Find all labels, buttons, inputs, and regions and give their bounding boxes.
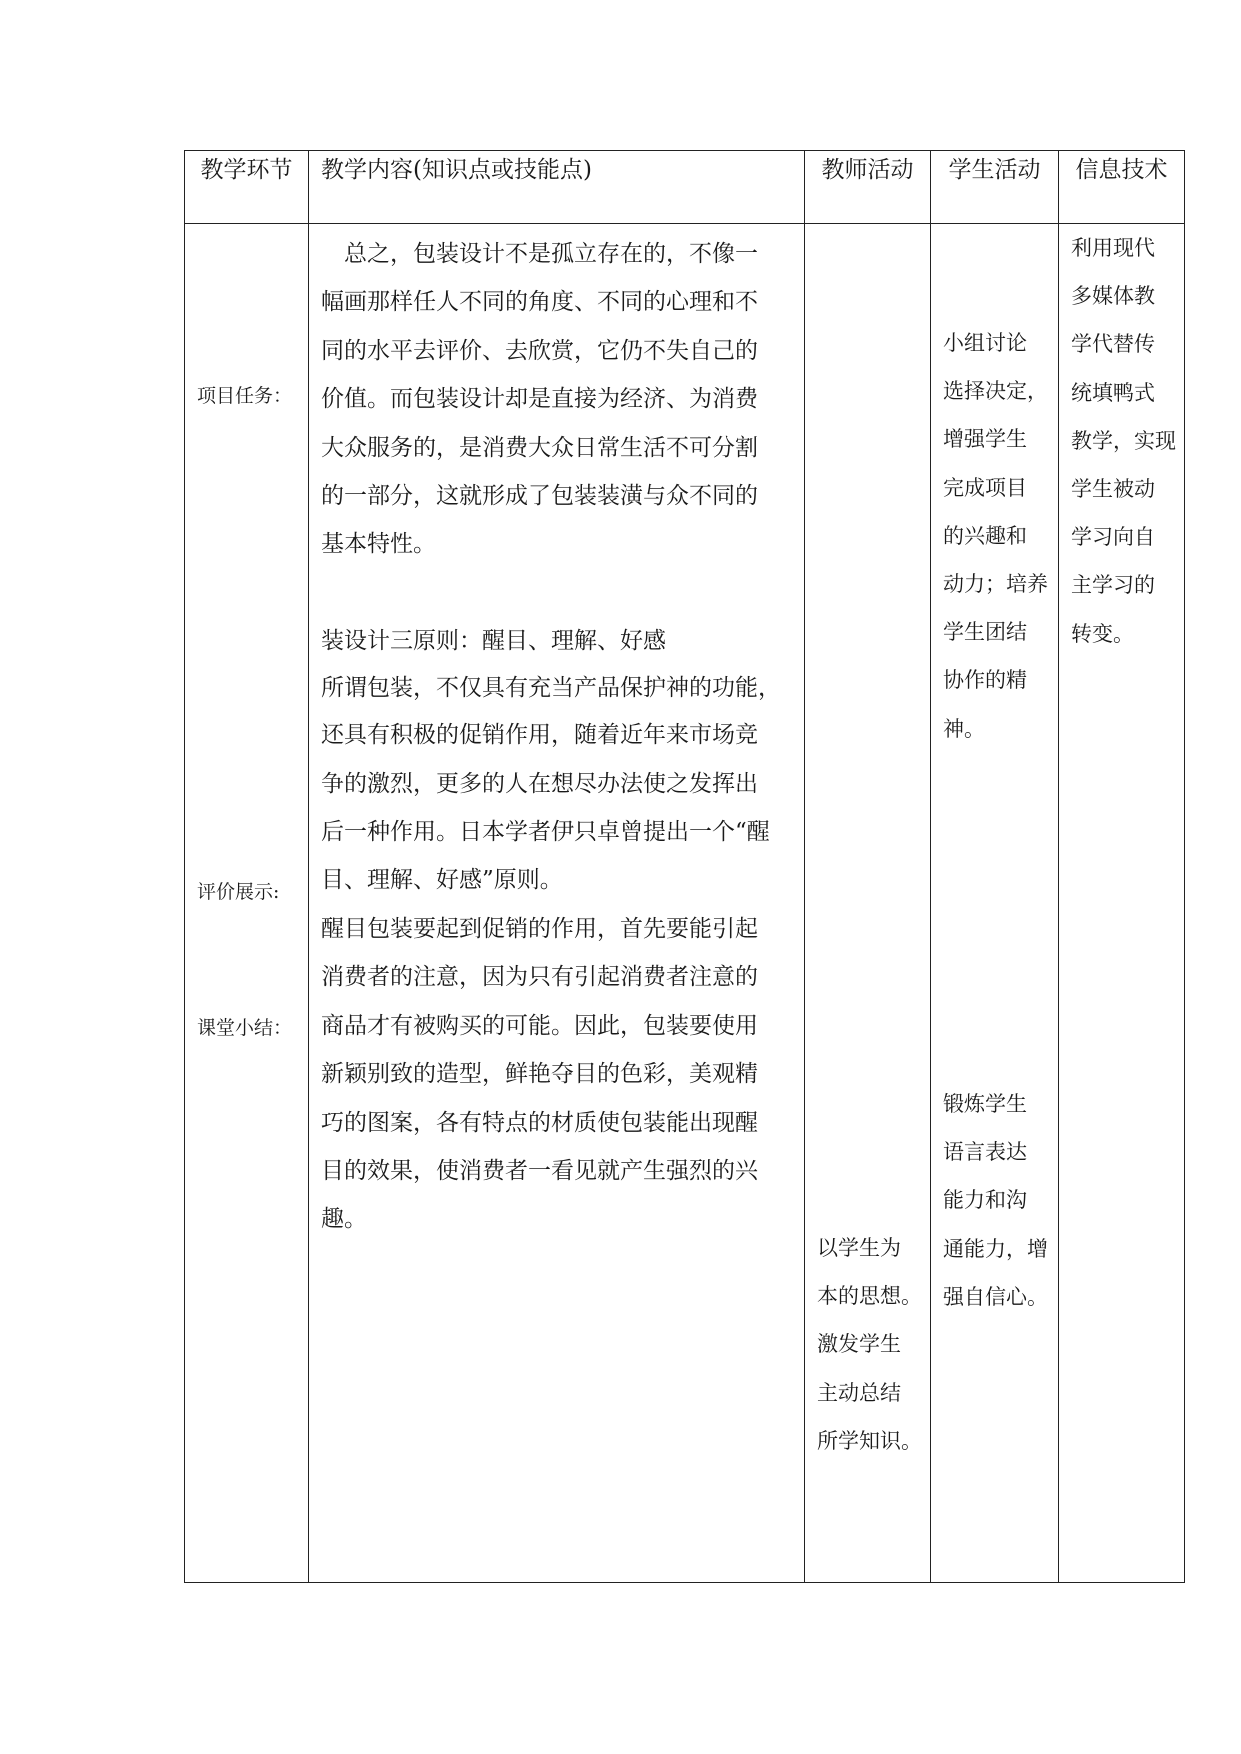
- content-line: 还具有积极的促销作用，随着近年来市场竞: [321, 722, 758, 749]
- student-line: 通能力，增: [943, 1236, 1048, 1261]
- content-cell: [309, 224, 805, 1583]
- student-activity-block-1: [943, 319, 1050, 753]
- content-line: 价值。而包装设计却是直接为经济、为消费: [321, 386, 758, 413]
- teacher-line: 所学知识。: [817, 1428, 922, 1453]
- stage-cell: [185, 224, 309, 1583]
- student-line: 强自信心。: [943, 1284, 1048, 1309]
- body-row: [185, 224, 1185, 1583]
- header-tech: 信息技术: [1059, 151, 1185, 224]
- teacher-line: 以学生为: [817, 1236, 901, 1260]
- content-line: 的一部分，这就形成了包装装潢与众不同的: [321, 483, 758, 510]
- student-line: 动力；培养: [943, 572, 1048, 597]
- header-stage: 教学环节: [185, 151, 309, 224]
- content-line: 巧的图案，各有特点的材质使包装能出现醒: [321, 1109, 758, 1136]
- teacher-line: 主动总结: [817, 1380, 901, 1405]
- student-line: 小组讨论: [943, 331, 1027, 355]
- content-line: 所谓包装，不仅具有充当产品保护神的功能，: [321, 675, 781, 702]
- content-line: 争的激烈，更多的人在想尽办法使之发挥出: [321, 770, 758, 797]
- student-line: 学生团结: [943, 620, 1027, 645]
- lesson-plan-table: [184, 150, 1185, 1583]
- tech-line: 多媒体教: [1071, 284, 1155, 309]
- tech-line: 教学，实现: [1071, 428, 1176, 453]
- student-line: 锻炼学生: [943, 1092, 1027, 1116]
- content-line: 目的效果，使消费者一看见就产生强烈的兴: [321, 1157, 758, 1184]
- student-line: 增强学生: [943, 427, 1027, 452]
- tech-line: 统填鸭式: [1071, 380, 1155, 405]
- content-line: 后一种作用。日本学者伊只卓曾提出一个“醒: [321, 819, 770, 846]
- content-line: 目、理解、好感”原则。: [321, 867, 563, 894]
- content-line: 醒目包装要起到促销的作用，首先要能引起: [321, 915, 758, 942]
- tech-line: 主学习的: [1071, 573, 1155, 598]
- header-student: 学生活动: [931, 151, 1059, 224]
- tech-text: [1071, 224, 1176, 658]
- content-line: 同的水平去评价、去欣赏，它仍不失自己的: [321, 337, 758, 364]
- student-line: 能力和沟: [943, 1188, 1027, 1213]
- student-line: 语言表达: [943, 1140, 1027, 1165]
- tech-line: 学代替传: [1071, 332, 1155, 357]
- teacher-activity-text: [817, 1224, 922, 1465]
- student-line: 选择决定，: [943, 379, 1048, 404]
- content-line: 商品才有被购买的可能。因此，包装要使用: [321, 1012, 758, 1039]
- header-row: [185, 151, 1185, 224]
- teacher-line: 激发学生: [817, 1332, 901, 1357]
- tech-cell: [1059, 224, 1185, 1583]
- header-teacher: 教师活动: [805, 151, 931, 224]
- principles-title: 装设计三原则：醒目、理解、好感: [321, 627, 666, 654]
- content-line: 新颖别致的造型，鲜艳夺目的色彩，美观精: [321, 1061, 758, 1088]
- blank-line: [321, 569, 794, 617]
- student-cell: [931, 224, 1059, 1583]
- teacher-cell: [805, 224, 931, 1583]
- student-activity-block-2: [943, 1080, 1050, 1321]
- content-line: 趣。: [321, 1206, 367, 1233]
- tech-line: 学生被动: [1071, 477, 1155, 502]
- stage-summary-label: 课堂小结：: [197, 1017, 293, 1039]
- student-line: 的兴趣和: [943, 523, 1027, 548]
- content-line: 幅画那样任人不同的角度、不同的心理和不: [321, 289, 758, 316]
- tech-line: 学习向自: [1071, 525, 1155, 550]
- header-content: 教学内容(知识点或技能点): [309, 151, 805, 224]
- student-line: 神。: [943, 716, 985, 741]
- stage-task-label: 项目任务：: [197, 385, 293, 407]
- content-line: 消费者的注意，因为只有引起消费者注意的: [321, 964, 758, 991]
- tech-line: 利用现代: [1071, 236, 1155, 260]
- stage-evaluation-label: 评价展示:: [197, 881, 280, 903]
- tech-line: 转变。: [1071, 621, 1134, 646]
- teacher-line: 本的思想。: [817, 1284, 922, 1309]
- student-line: 协作的精: [943, 668, 1027, 693]
- content-line: 基本特性。: [321, 531, 436, 558]
- content-line: 大众服务的，是消费大众日常生活不可分割: [321, 434, 758, 461]
- content-text: [309, 224, 804, 1244]
- content-line: 总之，包装设计不是孤立存在的，不像一: [344, 241, 758, 267]
- student-line: 完成项目: [943, 475, 1027, 500]
